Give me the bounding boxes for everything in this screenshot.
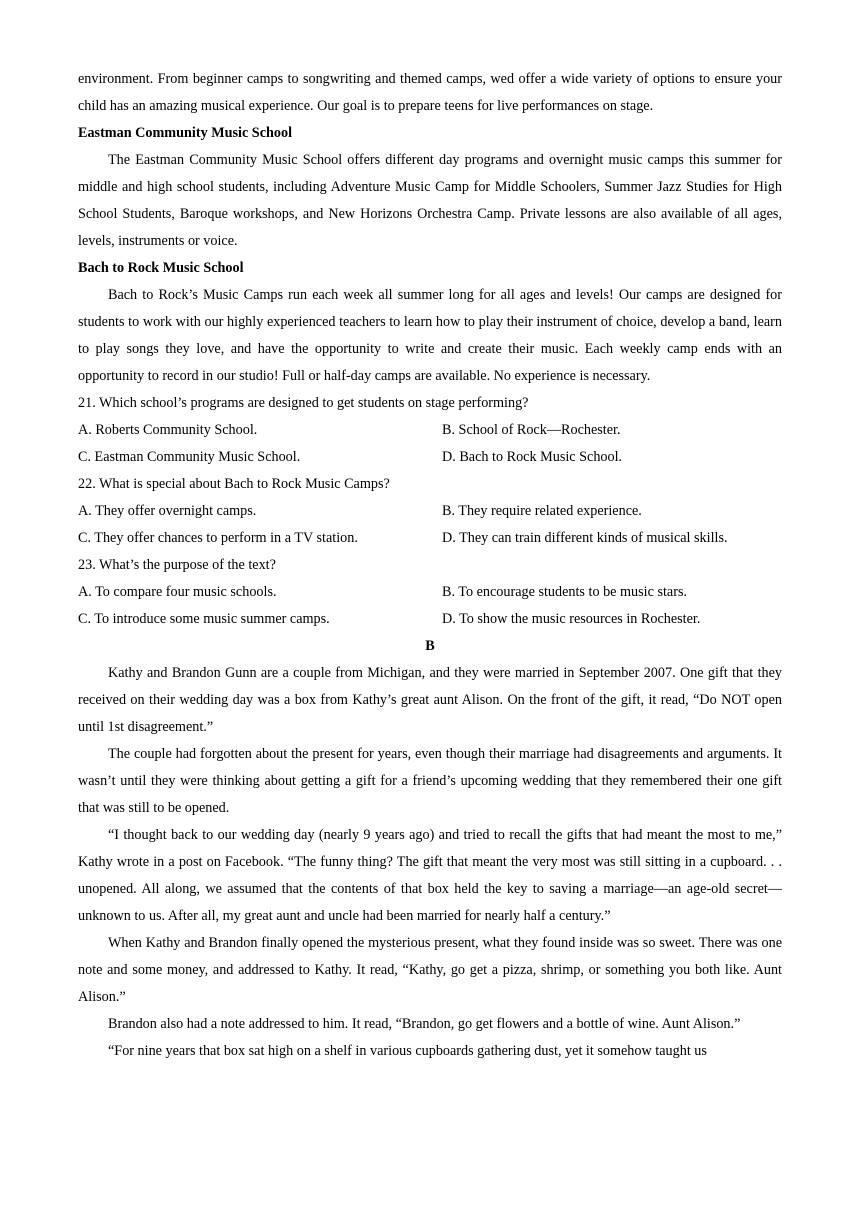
section-b-label: B	[425, 638, 435, 654]
question-21-option-a: A. Roberts Community School.	[78, 422, 258, 438]
question-23-options	[78, 579, 782, 633]
passage-b-paragraph-5: Brandon also had a note addressed to him. It read, “Brandon, go get flowers and a bottle of wine. Aunt Alison.”	[108, 1016, 741, 1032]
question-21-options	[78, 417, 782, 471]
question-22-options	[78, 498, 782, 552]
question-22-option-a: A. They offer overnight camps.	[78, 503, 257, 519]
question-23-option-d: D. To show the music resources in Rochester.	[442, 611, 701, 627]
passage-b-paragraph-1: Kathy and Brandon Gunn are a couple from Michigan, and they were married in September 2007. One gift that they received on their wedding day was a box from Kathy’s great aunt Alison. On the front of the gift, it read, “Do NOT open until 1st disagreement.”	[78, 665, 782, 735]
question-21-option-c: C. Eastman Community Music School.	[78, 449, 301, 465]
school-heading-eastman: Eastman Community Music School	[78, 125, 293, 141]
passage-a-paragraph-1: environment. From beginner camps to songwriting and themed camps, wed offer a wide variety of options to ensure your child has an amazing musical experience. Our goal is to prepare teens for live performances on stage.	[78, 71, 782, 114]
passage-a-paragraph-2: The Eastman Community Music School offers different day programs and overnight music camps this summer for middle and high school students, including Adventure Music Camp for Middle Schoolers, Summer Jazz Studies for High School Students, Baroque workshops, and New Horizons Orchestra Camp. Private lessons are also available of all ages, levels, instruments or voice.	[78, 152, 782, 249]
question-22-stem: 22. What is special about Bach to Rock Music Camps?	[78, 476, 390, 492]
question-23-option-b: B. To encourage students to be music stars.	[442, 584, 688, 600]
question-21-option-b: B. School of Rock—Rochester.	[442, 422, 621, 438]
question-23-stem: 23. What’s the purpose of the text?	[78, 557, 276, 573]
question-21-stem: 21. Which school’s programs are designed to get students on stage performing?	[78, 395, 529, 411]
passage-a-paragraph-3: Bach to Rock’s Music Camps run each week all summer long for all ages and levels! Our camps are designed for students to work with our highly experienced teachers to learn how to play their instrument of choice, develop a band, learn to play songs they love, and have the opportunity to write and create their music. Each weekly camp ends with an opportunity to record in our studio! Full or half-day camps are available. No experience is necessary.	[78, 287, 782, 384]
question-22-option-c: C. They offer chances to perform in a TV station.	[78, 530, 358, 546]
question-23-option-c: C. To introduce some music summer camps.	[78, 611, 330, 627]
passage-b-paragraph-4: When Kathy and Brandon finally opened the mysterious present, what they found inside was so sweet. There was one note and some money, and addressed to Kathy. It read, “Kathy, go get a pizza, shrimp, or something you both like. Aunt Alison.”	[78, 935, 782, 1005]
question-23-option-a: A. To compare four music schools.	[78, 584, 277, 600]
passage-b-paragraph-3: “I thought back to our wedding day (nearly 9 years ago) and tried to recall the gifts that had meant the most to me,” Kathy wrote in a post on Facebook. “The funny thing? The gift that meant the very most was still sitting in a cupboard. . . unopened. All along, we assumed that the contents of that box held the key to saving a marriage—an age-old secret—unknown to us. After all, my great aunt and uncle had been married for nearly half a century.”	[78, 827, 782, 924]
question-21-option-d: D. Bach to Rock Music School.	[442, 449, 623, 465]
passage-b-paragraph-6: “For nine years that box sat high on a shelf in various cupboards gathering dust, yet it somehow taught us	[108, 1043, 707, 1059]
document-page	[78, 66, 782, 1065]
passage-b-paragraph-2: The couple had forgotten about the present for years, even though their marriage had disagreements and arguments. It wasn’t until they were thinking about getting a gift for a friend’s upcoming wedding that they remembered their one gift that was still to be opened.	[78, 746, 782, 816]
question-22-option-b: B. They require related experience.	[442, 503, 642, 519]
question-22-option-d: D. They can train different kinds of musical skills.	[442, 530, 728, 546]
school-heading-bach-to-rock: Bach to Rock Music School	[78, 260, 244, 276]
